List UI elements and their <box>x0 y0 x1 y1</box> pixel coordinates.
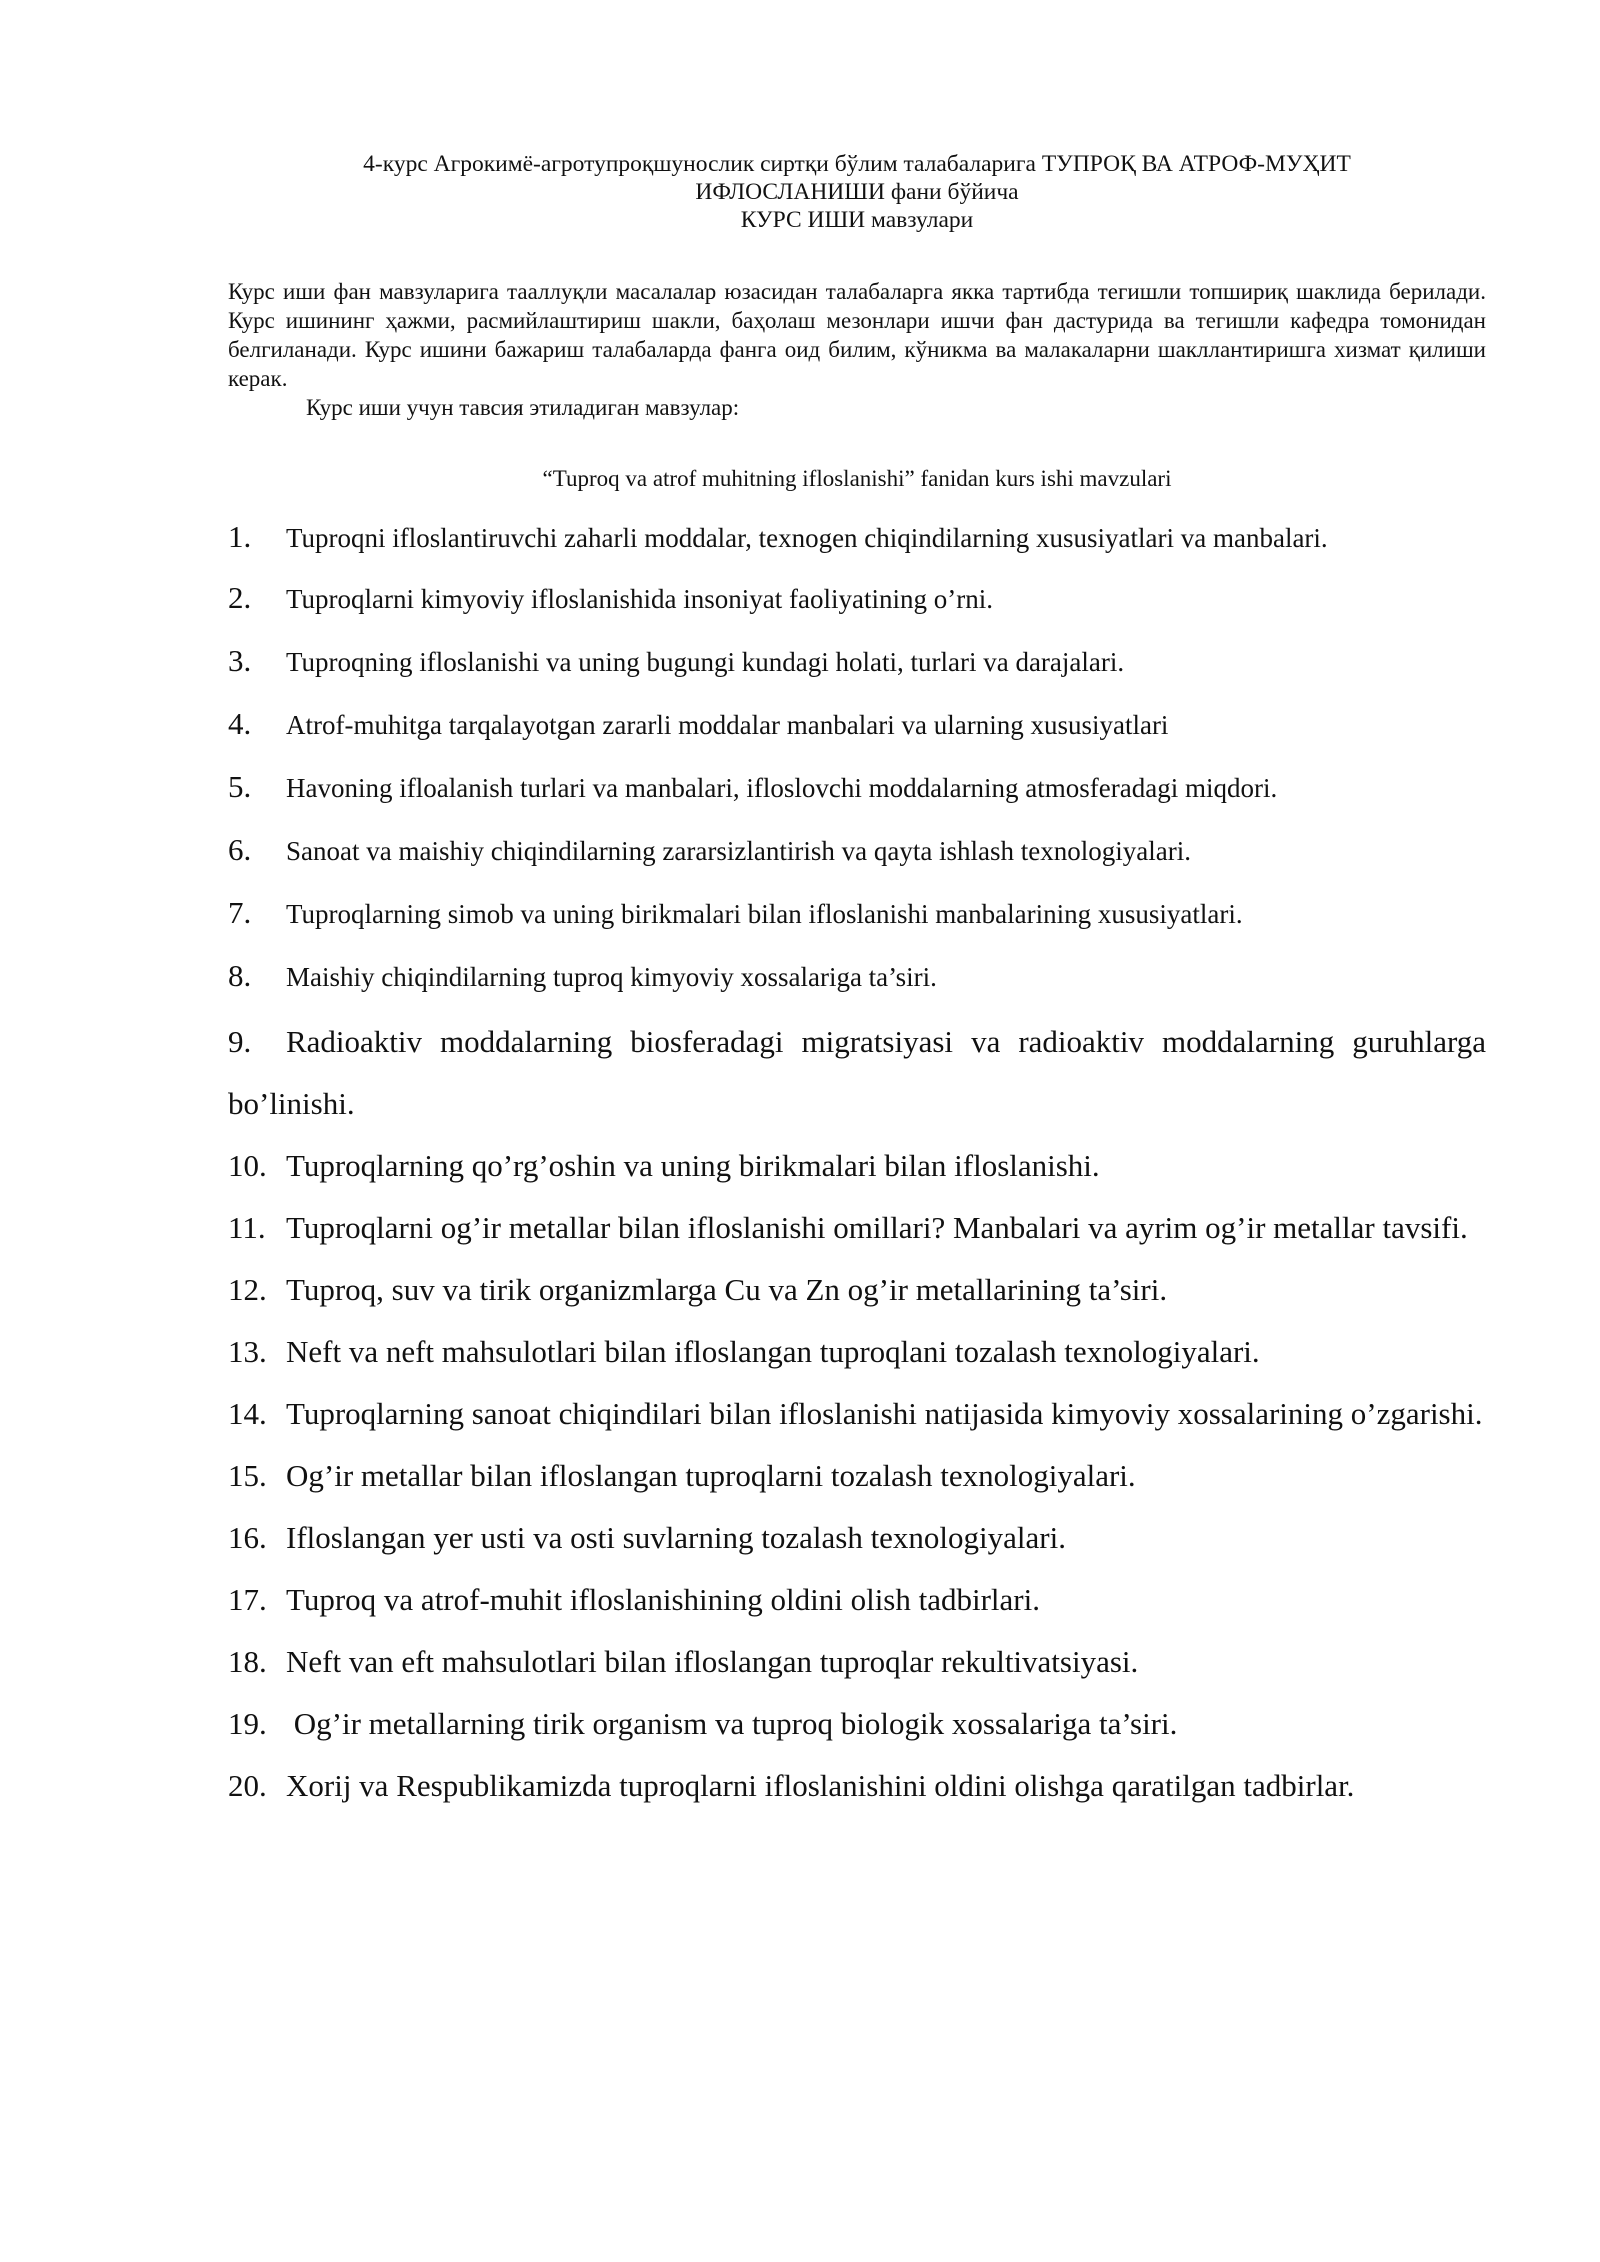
topic-text: Tuproqlarni kimyoviy ifloslanishida insoniyat faoliyatining o’rni. <box>286 584 993 614</box>
topic-text: Tuproqlarning qo’rg’oshin va uning birikmalari bilan ifloslanishi. <box>286 1148 1100 1183</box>
topic-number: 4. <box>228 706 252 741</box>
topics-list <box>228 509 1486 1817</box>
header-line-3: КУРС ИШИ мавзулари <box>740 207 974 233</box>
topic-item <box>228 1631 1486 1693</box>
topic-number: 5. <box>228 769 252 804</box>
recommend-line: Курс иши учун тавсия этиладиган мавзулар: <box>306 395 740 420</box>
topics-subtitle: “Tuproq va atrof muhitning ifloslanishi” fanidan kurs ishi mavzulari <box>542 466 1172 491</box>
topic-number: 12. <box>228 1272 267 1307</box>
topic-text: Tuproqning ifloslanishi va uning bugungi kundagi holati, turlari va darajalari. <box>286 647 1125 677</box>
topic-text: Atrof-muhitga tarqalayotgan zararli moddalar manbalari va ularning xususiyatlari <box>286 710 1169 740</box>
topic-item <box>228 1135 1486 1197</box>
topic-item <box>228 1755 1486 1817</box>
topic-item <box>228 570 1486 627</box>
topic-item <box>228 759 1486 816</box>
topic-number: 1. <box>228 519 252 554</box>
topic-text: Neft va neft mahsulotlari bilan ifloslangan tuproqlani tozalash texnologiyalari. <box>286 1334 1260 1369</box>
header-line-2: ИФЛОСЛАНИШИ фани бўйича <box>695 179 1019 205</box>
topic-item <box>228 1197 1486 1259</box>
topic-text: Sanoat va maishiy chiqindilarning zararsizlantirish va qayta ishlash texnologiyalari. <box>286 836 1192 866</box>
document-header <box>228 150 1486 234</box>
topic-item <box>228 948 1486 1005</box>
topic-number: 9. <box>228 1024 252 1059</box>
topic-number: 18. <box>228 1644 267 1679</box>
topic-number: 15. <box>228 1458 267 1493</box>
topic-item <box>228 822 1486 879</box>
topic-text: Radioaktiv moddalarning biosferadagi migratsiyasi va radioaktiv moddalarning guruhlarga bo’linishi. <box>228 1024 1486 1121</box>
topic-item <box>228 1445 1486 1507</box>
topic-item <box>228 1507 1486 1569</box>
topic-number: 7. <box>228 895 252 930</box>
topic-text: Tuproqlarni og’ir metallar bilan ifloslanishi omillari? Manbalari va ayrim og’ir metallar tavsifi. <box>286 1210 1468 1245</box>
topic-item <box>228 1259 1486 1321</box>
topic-text: Neft van eft mahsulotlari bilan ifloslangan tuproqlar rekultivatsiyasi. <box>286 1644 1139 1679</box>
topic-number: 6. <box>228 832 252 867</box>
topic-text: Og’ir metallar bilan ifloslangan tuproqlarni tozalash texnologiyalari. <box>286 1458 1136 1493</box>
topic-number: 14. <box>228 1396 267 1431</box>
topic-number: 19. <box>228 1706 267 1741</box>
topic-text: Tuproqlarning simob va uning birikmalari bilan ifloslanishi manbalarining xususiyatlari. <box>286 899 1243 929</box>
topic-item <box>228 885 1486 942</box>
intro-paragraph: Курс иши фан мавзуларига тааллуқли масалалар юзасидан талабаларга якка тартибда тегишли топшириқ шаклида берилади. Курс ишининг ҳажми, расмийлаштириш шакли, баҳолаш мезонлари ишчи фан дастурида ва тегишли кафедра томонидан белгиланади. Курс ишини бажариш талабаларда фанга оид билим, кўникма ва малакаларни шакллантиришга хизмат қилиши керак. <box>228 279 1486 391</box>
topic-number: 8. <box>228 958 252 993</box>
topic-item <box>228 1011 1486 1135</box>
topic-item <box>228 1321 1486 1383</box>
document-page <box>228 150 1486 1817</box>
topic-text: Maishiy chiqindilarning tuproq kimyoviy xossalariga ta’siri. <box>286 962 937 992</box>
topic-text: Tuproqlarning sanoat chiqindilari bilan ifloslanishi natijasida kimyoviy xossalarining o’zgarishi. <box>286 1396 1483 1431</box>
topic-text: Og’ir metallarning tirik organism va tuproq biologik xossalariga ta’siri. <box>286 1706 1178 1741</box>
topic-number: 3. <box>228 643 252 678</box>
topic-text: Ifloslangan yer usti va osti suvlarning tozalash texnologiyalari. <box>286 1520 1066 1555</box>
topic-number: 11. <box>228 1210 266 1245</box>
topic-item <box>228 696 1486 753</box>
topic-item <box>228 509 1486 566</box>
topic-item <box>228 1693 1486 1755</box>
topic-number: 2. <box>228 580 252 615</box>
topic-item <box>228 1383 1486 1445</box>
topic-item <box>228 1569 1486 1631</box>
topic-text: Tuproq, suv va tirik organizmlarga Cu va Zn og’ir metallarining ta’siri. <box>286 1272 1168 1307</box>
topic-number: 17. <box>228 1582 267 1617</box>
topic-number: 13. <box>228 1334 267 1369</box>
topic-number: 10. <box>228 1148 267 1183</box>
topic-number: 16. <box>228 1520 267 1555</box>
header-line-1: 4-курс Агрокимё-агротупроқшунослик сиртқи бўлим талабаларига ТУПРОҚ ВА АТРОФ-МУҲИТ <box>363 151 1351 177</box>
topic-text: Havoning ifloalanish turlari va manbalari, ifloslovchi moddalarning atmosferadagi miqdori. <box>286 773 1278 803</box>
topic-text: Xorij va Respublikamizda tuproqlarni ifloslanishini oldini olishga qaratilgan tadbirlar. <box>286 1768 1355 1803</box>
topic-item <box>228 633 1486 690</box>
topic-text: Tuproqni ifloslantiruvchi zaharli moddalar, texnogen chiqindilarning xususiyatlari va manbalari. <box>286 523 1328 553</box>
topic-text: Tuproq va atrof-muhit ifloslanishining oldini olish tadbirlari. <box>286 1582 1040 1617</box>
topic-number: 20. <box>228 1768 267 1803</box>
